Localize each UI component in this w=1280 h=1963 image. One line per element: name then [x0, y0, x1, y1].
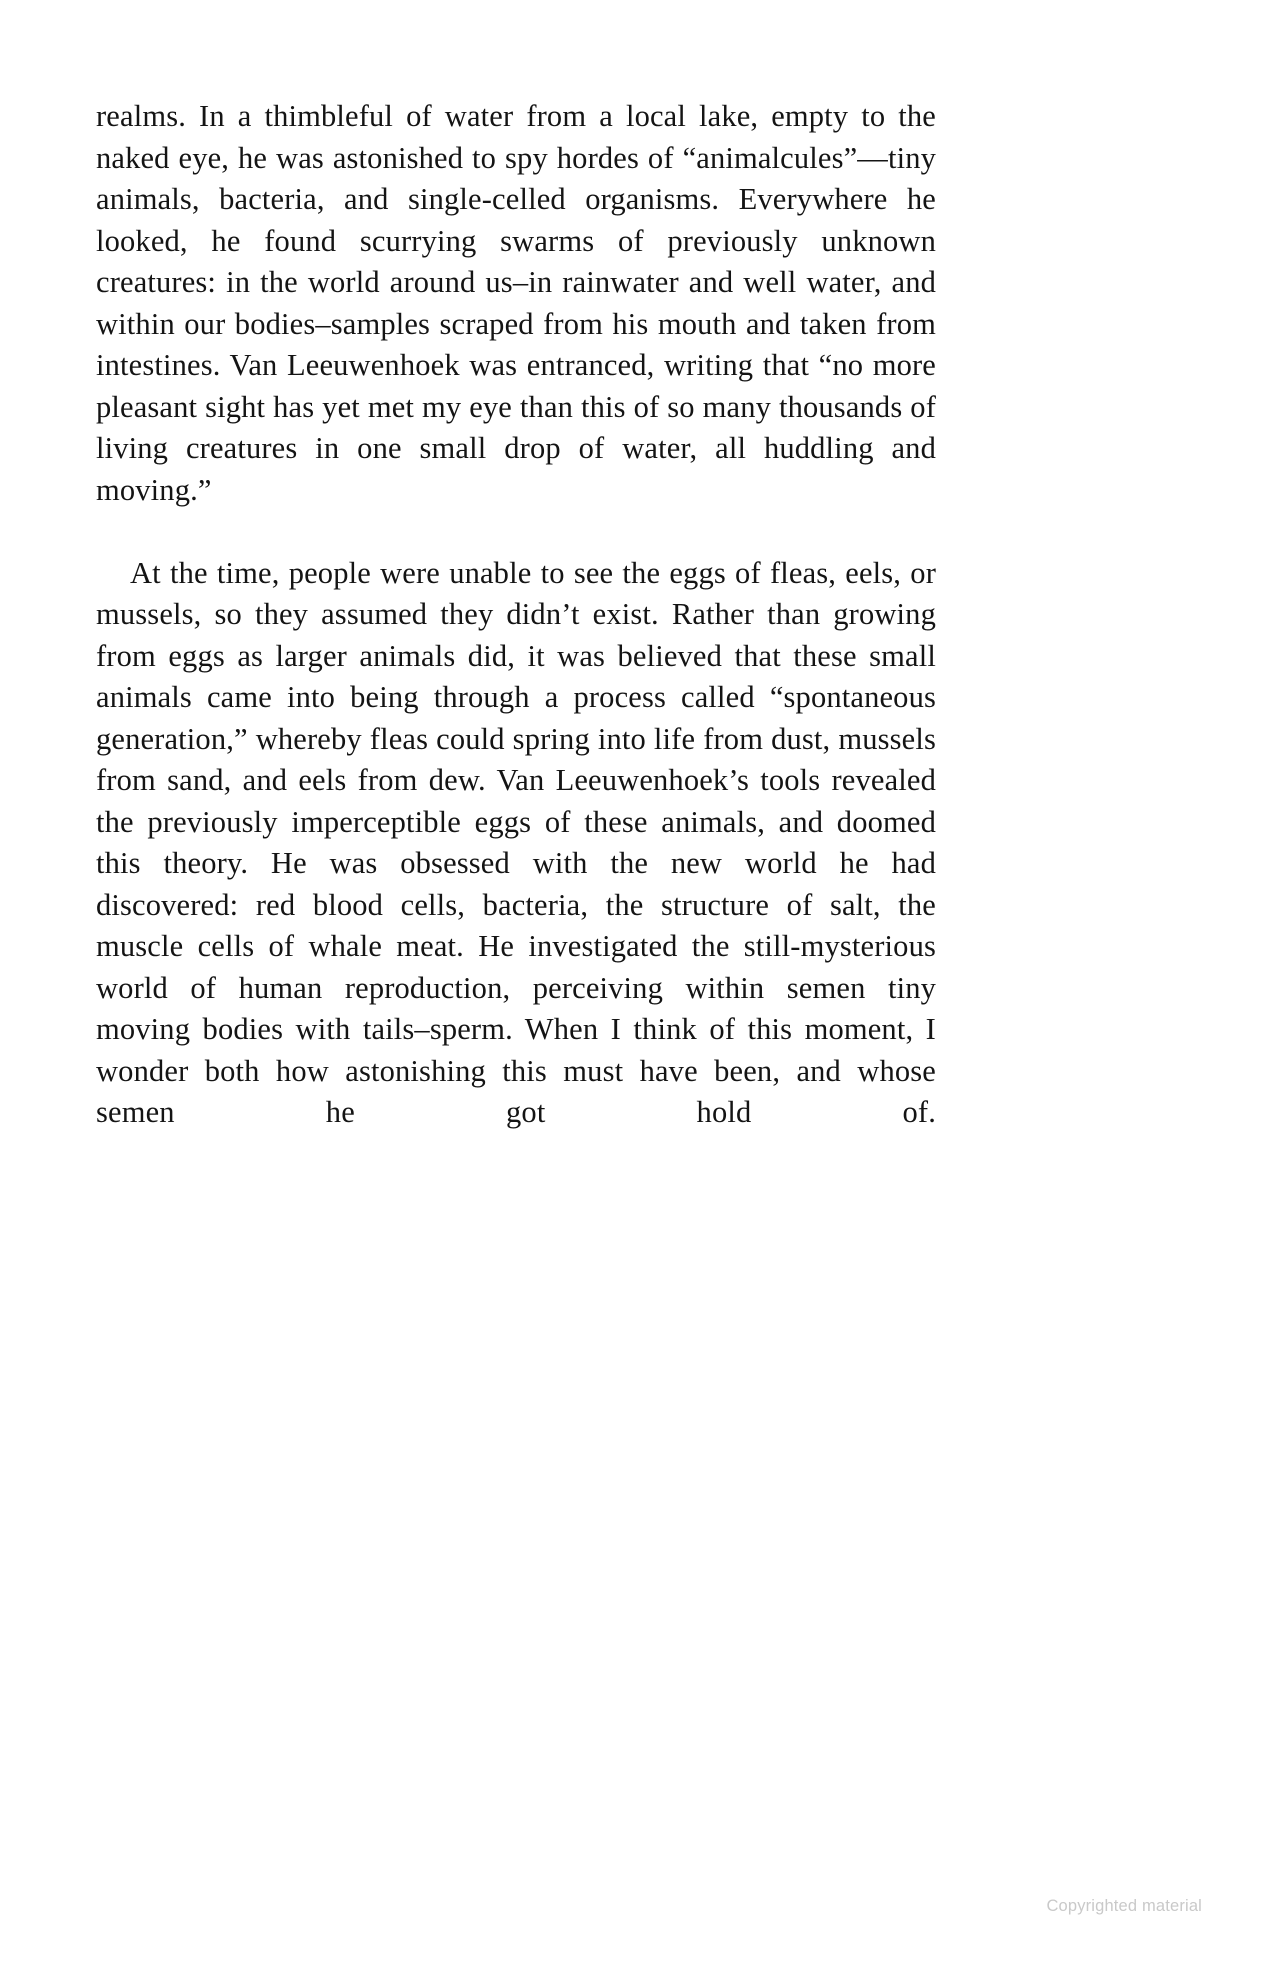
paragraph-spontaneous-generation: At the time, people were unable to see the eggs of fleas, eels, or mussels, so they assumed they didn’t exist. Rather than growing from eggs as larger animals did, it was believed that these small animals came into being through a process called “spontaneous generation,” whereby fleas could spring into life from dust, mussels from sand, and eels from dew. Van Leeuwenhoek’s tools revealed the previously imperceptible eggs of these animals, and doomed this theory. He was obsessed with the new world he had discovered: red blood cells, bacteria, the structure of salt, the muscle cells of whale meat. He investigated the still-mysterious world of human reproduction, perceiving within semen tiny moving bodies with tails–sperm. When I think of this moment, I wonder both how astonishing this must have been, and whose semen he got hold of. [96, 555, 936, 1129]
text-column [96, 96, 936, 1175]
copyright-watermark: Copyrighted material [1046, 1897, 1202, 1915]
paragraph-leeuwenhoek-animalcules: realms. In a thimbleful of water from a local lake, empty to the naked eye, he was astonished to spy hordes of “animalcules”—tiny animals, bacteria, and single-celled organisms. Everywhere he looked, he found scurrying swarms of previously unknown creatures: in the world around us–in rainwater and well water, and within our bodies–samples scraped from his mouth and taken from intestines. Van Leeuwenhoek was entranced, writing that “no more pleasant sight has yet met my eye than this of so many thousands of living creatures in one small drop of water, all huddling and moving.” [96, 99, 936, 507]
